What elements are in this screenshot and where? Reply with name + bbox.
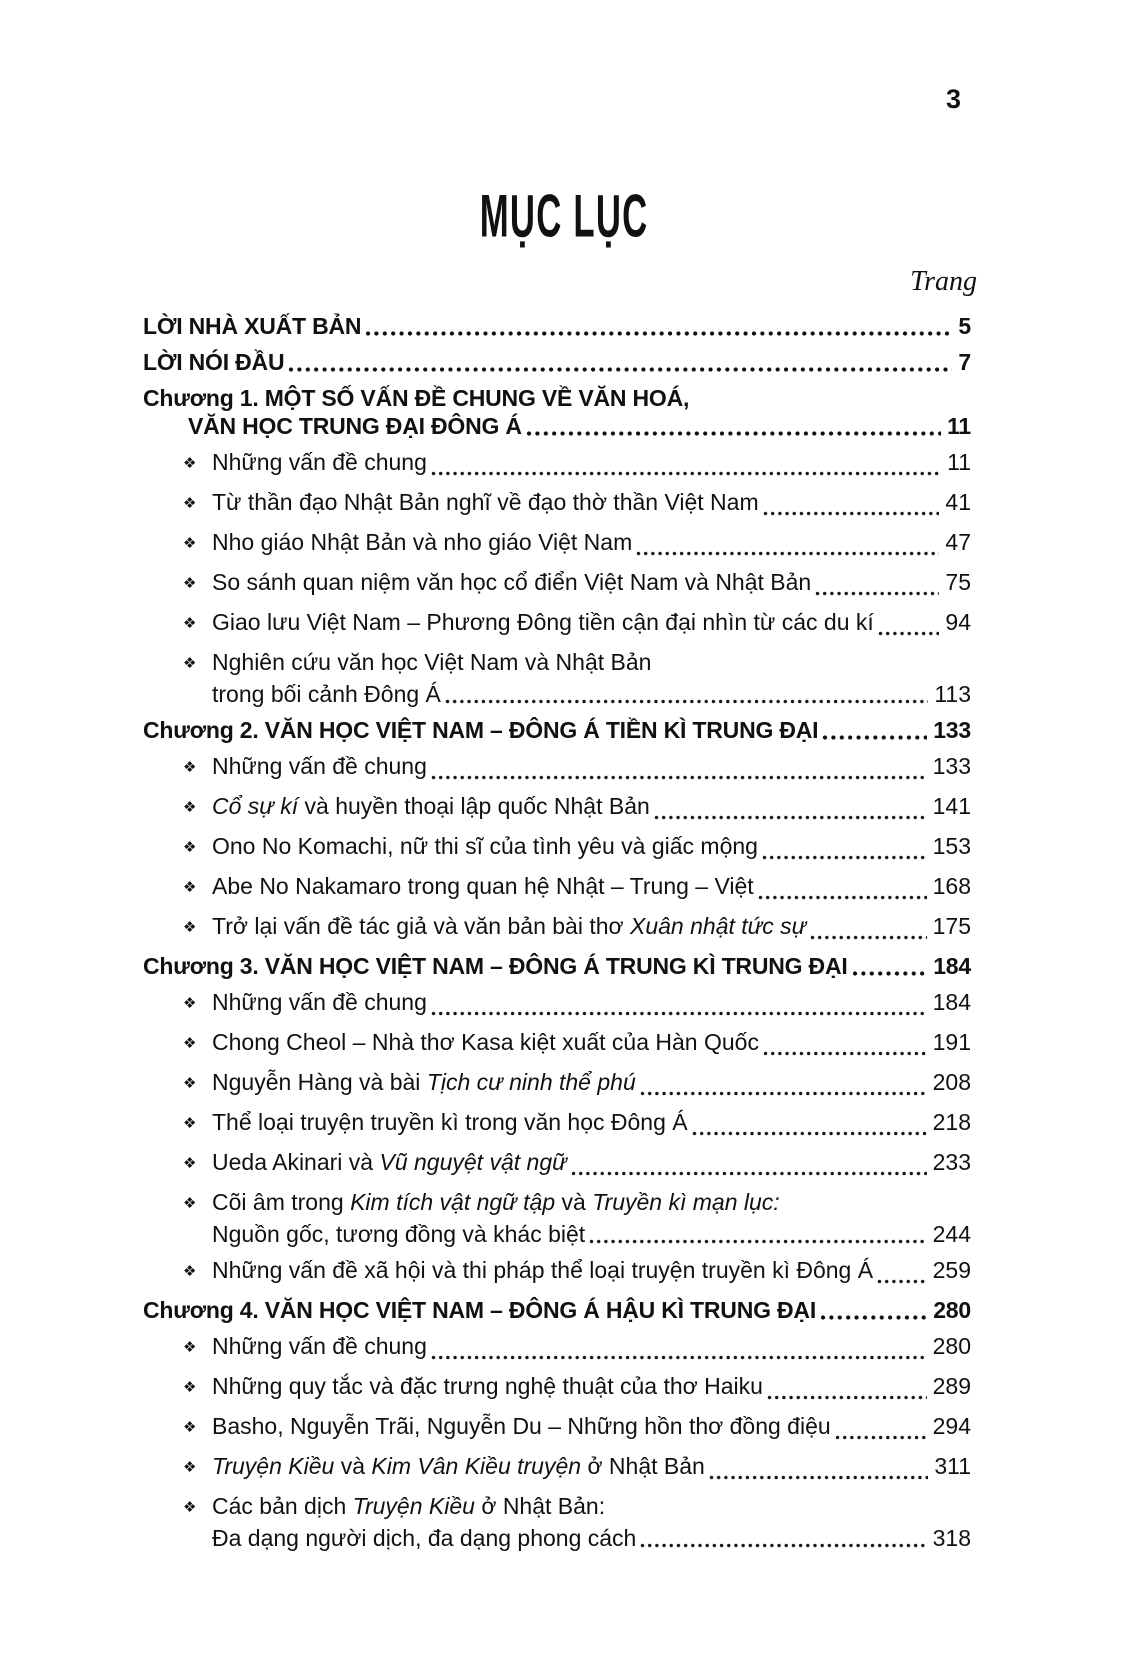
toc-entry-text: Cổ sự kí và huyền thoại lập quốc Nhật Bản (212, 793, 650, 819)
toc-entry-text: So sánh quan niệm văn học cổ điển Việt Nam và Nhật Bản (212, 569, 812, 595)
diamond-bullet-icon: ❖ (183, 1459, 197, 1476)
column-header-trang: Trang (910, 266, 977, 297)
toc-entry-text: Những quy tắc và đặc trưng nghệ thuật của thơ Haiku (212, 1373, 763, 1399)
toc-entry-text: Những vấn đề chung (212, 449, 427, 475)
toc-page-number: 94 (945, 609, 971, 635)
diamond-bullet-icon: ❖ (183, 1339, 197, 1356)
toc-page-number: 113 (934, 681, 971, 707)
toc-entry (143, 872, 971, 904)
toc-entry (143, 448, 971, 480)
page-number: 3 (945, 84, 961, 114)
toc-page-number: 318 (932, 1525, 971, 1551)
diamond-bullet-icon: ❖ (183, 919, 197, 936)
diamond-bullet-icon: ❖ (183, 879, 197, 896)
toc-entry-line (143, 1256, 971, 1288)
toc-entry-line (143, 912, 971, 944)
diamond-bullet-icon: ❖ (183, 1075, 197, 1092)
toc-page-number: 191 (932, 1029, 971, 1055)
dot-leader (852, 971, 928, 976)
toc-entry (143, 1148, 971, 1180)
toc-page-number: 208 (932, 1069, 971, 1095)
toc-entry-line (143, 1332, 971, 1364)
toc-entry-text: Những vấn đề chung (212, 753, 427, 779)
toc-entry (143, 488, 971, 520)
dot-leader (815, 591, 939, 596)
toc-entry-line (143, 412, 971, 440)
toc-page-number: 294 (932, 1413, 971, 1439)
toc-page-number: 184 (932, 989, 971, 1015)
dot-leader (767, 1395, 927, 1400)
toc-entry-text: LỜI NHÀ XUẤT BẢN (143, 313, 362, 339)
dot-leader (822, 735, 927, 740)
diamond-bullet-icon: ❖ (183, 1263, 197, 1280)
toc-entry (143, 1068, 971, 1100)
diamond-bullet-icon: ❖ (183, 1195, 197, 1212)
toc-entry (143, 1412, 971, 1444)
toc-page-number: 41 (945, 489, 971, 515)
diamond-bullet-icon: ❖ (183, 1419, 197, 1436)
diamond-bullet-icon: ❖ (183, 575, 197, 592)
toc-entry (143, 1452, 971, 1484)
toc-page-number: 133 (932, 753, 971, 779)
toc-entry-line (143, 608, 971, 640)
toc-entry-line (143, 988, 971, 1020)
toc-page-number: 218 (932, 1109, 971, 1135)
toc-page-number: 7 (958, 349, 971, 375)
toc-page-number: 75 (945, 569, 971, 595)
toc-entry (143, 952, 971, 980)
dot-leader (288, 367, 952, 372)
toc-entry (143, 1188, 971, 1248)
toc-entry (143, 1296, 971, 1324)
dot-leader (835, 1435, 927, 1440)
dot-leader (709, 1475, 929, 1480)
toc-entry-text: Chong Cheol – Nhà thơ Kasa kiệt xuất của Hàn Quốc (212, 1029, 759, 1055)
dot-leader (878, 631, 940, 636)
toc-entry-line (143, 1028, 971, 1060)
toc-entry-line (143, 1148, 971, 1180)
toc-page-number: 133 (933, 717, 971, 743)
toc-entry (143, 716, 971, 744)
dot-leader (636, 551, 939, 556)
toc-entry (143, 312, 971, 340)
dot-leader (763, 1051, 927, 1056)
toc-entry-text: Những vấn đề chung (212, 989, 427, 1015)
toc-entry (143, 384, 971, 440)
dot-leader (365, 331, 952, 336)
dot-leader (571, 1171, 927, 1176)
dot-leader (640, 1091, 927, 1096)
toc-entry-text: Những vấn đề chung (212, 1333, 427, 1359)
toc-page-number: 175 (932, 913, 971, 939)
dot-leader (431, 1355, 927, 1360)
toc-entry (143, 832, 971, 864)
dot-leader (431, 471, 941, 476)
toc-entry-text: Những vấn đề xã hội và thi pháp thể loại truyện truyền kì Đông Á (212, 1257, 874, 1283)
toc-entry-line (143, 1068, 971, 1100)
toc-entry (143, 528, 971, 560)
toc-entry-line (143, 1220, 971, 1248)
toc-page-number: 311 (934, 1453, 971, 1479)
dot-leader (820, 1315, 927, 1320)
toc-title (0, 181, 1129, 250)
toc-entry (143, 1108, 971, 1140)
dot-leader (758, 895, 927, 900)
toc-entry-line (143, 1492, 971, 1524)
toc-entry-line (143, 488, 971, 520)
toc-entry (143, 608, 971, 640)
toc-page-number: 5 (958, 313, 971, 339)
toc-entry-line (143, 568, 971, 600)
toc-entry-line (143, 752, 971, 784)
toc-entry-text: Giao lưu Việt Nam – Phương Đông tiền cận đại nhìn từ các du kí (212, 609, 874, 635)
dot-leader (877, 1279, 927, 1284)
toc-entry-text: Nghiên cứu văn học Việt Nam và Nhật Bản (212, 649, 652, 675)
toc-entry-line (143, 952, 971, 980)
toc-page-number: 184 (933, 953, 971, 979)
diamond-bullet-icon: ❖ (183, 839, 197, 856)
toc-page-number: 153 (932, 833, 971, 859)
toc-entry-text: Chương 2. VĂN HỌC VIỆT NAM – ĐÔNG Á TIỀN KÌ TRUNG ĐẠI (143, 717, 819, 743)
toc-entry (143, 1492, 971, 1552)
diamond-bullet-icon: ❖ (183, 759, 197, 776)
toc-entry (143, 648, 971, 708)
toc-entry-line (143, 1188, 971, 1220)
dot-leader (526, 431, 941, 436)
toc-entry-text: Chương 4. VĂN HỌC VIỆT NAM – ĐÔNG Á HẬU KÌ TRUNG ĐẠI (143, 1297, 817, 1323)
dot-leader (640, 1543, 926, 1548)
dot-leader (654, 815, 927, 820)
diamond-bullet-icon: ❖ (183, 615, 197, 632)
toc-entry-text: trong bối cảnh Đông Á (212, 681, 441, 707)
dot-leader (589, 1239, 926, 1244)
toc-entry (143, 912, 971, 944)
toc-page-number: 244 (932, 1221, 971, 1247)
toc-entry-text: Chương 1. MỘT SỐ VẤN ĐỀ CHUNG VỀ VĂN HOÁ, (143, 385, 690, 411)
diamond-bullet-icon: ❖ (183, 1115, 197, 1132)
dot-leader (692, 1131, 927, 1136)
dot-leader (431, 1011, 927, 1016)
toc-entry-text: Abe No Nakamaro trong quan hệ Nhật – Trung – Việt (212, 873, 754, 899)
toc-entry-line (143, 384, 971, 412)
toc-entry (143, 348, 971, 376)
diamond-bullet-icon: ❖ (183, 995, 197, 1012)
toc-entry-text: Trở lại vấn đề tác giả và văn bản bài thơ Xuân nhật tức sự (212, 913, 807, 939)
toc-entry-text: LỜI NÓI ĐẦU (143, 349, 285, 375)
toc-entry-text: Nguồn gốc, tương đồng và khác biệt (212, 1221, 586, 1247)
toc-page-number: 11 (947, 449, 971, 475)
toc-entry-line (143, 716, 971, 744)
toc-entry-line (143, 648, 971, 680)
toc-page-number: 233 (932, 1149, 971, 1175)
toc-entry-line (143, 1372, 971, 1404)
toc-page-number: 259 (932, 1257, 971, 1283)
toc-entry-line (143, 832, 971, 864)
toc-entry-line (143, 448, 971, 480)
toc-entry-text: Truyện Kiều và Kim Vân Kiều truyện ở Nhật Bản (212, 1453, 705, 1479)
toc-page-number: 168 (932, 873, 971, 899)
toc-entry (143, 988, 971, 1020)
toc-title-text: MỤC LỤC (480, 181, 649, 250)
toc-entry-line (143, 1108, 971, 1140)
dot-leader (810, 935, 926, 940)
dot-leader (763, 511, 940, 516)
toc-entry-text: Các bản dịch Truyện Kiều ở Nhật Bản: (212, 1493, 606, 1519)
toc-entry-line (143, 680, 971, 708)
toc-entry-text: Chương 3. VĂN HỌC VIỆT NAM – ĐÔNG Á TRUNG KÌ TRUNG ĐẠI (143, 953, 848, 979)
toc-entry (143, 1372, 971, 1404)
diamond-bullet-icon: ❖ (183, 1379, 197, 1396)
toc-entry-text: Nguyễn Hàng và bài Tịch cư ninh thể phú (212, 1069, 636, 1095)
toc-entry-line (143, 348, 971, 376)
toc-page-number: 141 (932, 793, 971, 819)
toc-entry (143, 1332, 971, 1364)
toc-entry-line (143, 528, 971, 560)
toc-entry-text: Từ thần đạo Nhật Bản nghĩ về đạo thờ thần Việt Nam (212, 489, 759, 515)
toc-entry-line (143, 1524, 971, 1552)
toc-entry-text: Nho giáo Nhật Bản và nho giáo Việt Nam (212, 529, 633, 555)
diamond-bullet-icon: ❖ (183, 1155, 197, 1172)
toc-entry-line (143, 792, 971, 824)
toc-entry-line (143, 1452, 971, 1484)
toc-entry (143, 1256, 971, 1288)
toc-page-number: 280 (933, 1297, 971, 1323)
toc-page-number: 280 (932, 1333, 971, 1359)
diamond-bullet-icon: ❖ (183, 455, 197, 472)
dot-leader (762, 855, 927, 860)
diamond-bullet-icon: ❖ (183, 799, 197, 816)
diamond-bullet-icon: ❖ (183, 1499, 197, 1516)
toc-entry-line (143, 1412, 971, 1444)
dot-leader (445, 699, 928, 704)
dot-leader (431, 775, 927, 780)
diamond-bullet-icon: ❖ (183, 495, 197, 512)
toc-entry-text: Ueda Akinari và Vũ nguyệt vật ngữ (212, 1149, 567, 1175)
toc-entry (143, 752, 971, 784)
toc-entry-text: Cõi âm trong Kim tích vật ngữ tập và Truyền kì mạn lục: (212, 1189, 780, 1215)
toc-entry-line (143, 1296, 971, 1324)
diamond-bullet-icon: ❖ (183, 1035, 197, 1052)
toc-entry (143, 1028, 971, 1060)
toc-entry-line (143, 312, 971, 340)
toc-entry-text: VĂN HỌC TRUNG ĐẠI ĐÔNG Á (188, 413, 522, 439)
diamond-bullet-icon: ❖ (183, 535, 197, 552)
toc-page-number: 47 (945, 529, 971, 555)
toc-entry-text: Basho, Nguyễn Trãi, Nguyễn Du – Những hồn thơ đồng điệu (212, 1413, 831, 1439)
toc-entry-text: Ono No Komachi, nữ thi sĩ của tình yêu và giấc mộng (212, 833, 758, 859)
toc-list (143, 312, 971, 1560)
toc-page-number: 11 (947, 413, 971, 439)
toc-entry (143, 568, 971, 600)
toc-entry-line (143, 872, 971, 904)
toc-entry-text: Thể loại truyện truyền kì trong văn học Đông Á (212, 1109, 688, 1135)
toc-page-number: 289 (932, 1373, 971, 1399)
toc-entry (143, 792, 971, 824)
diamond-bullet-icon: ❖ (183, 655, 197, 672)
toc-entry-text: Đa dạng người dịch, đa dạng phong cách (212, 1525, 637, 1551)
